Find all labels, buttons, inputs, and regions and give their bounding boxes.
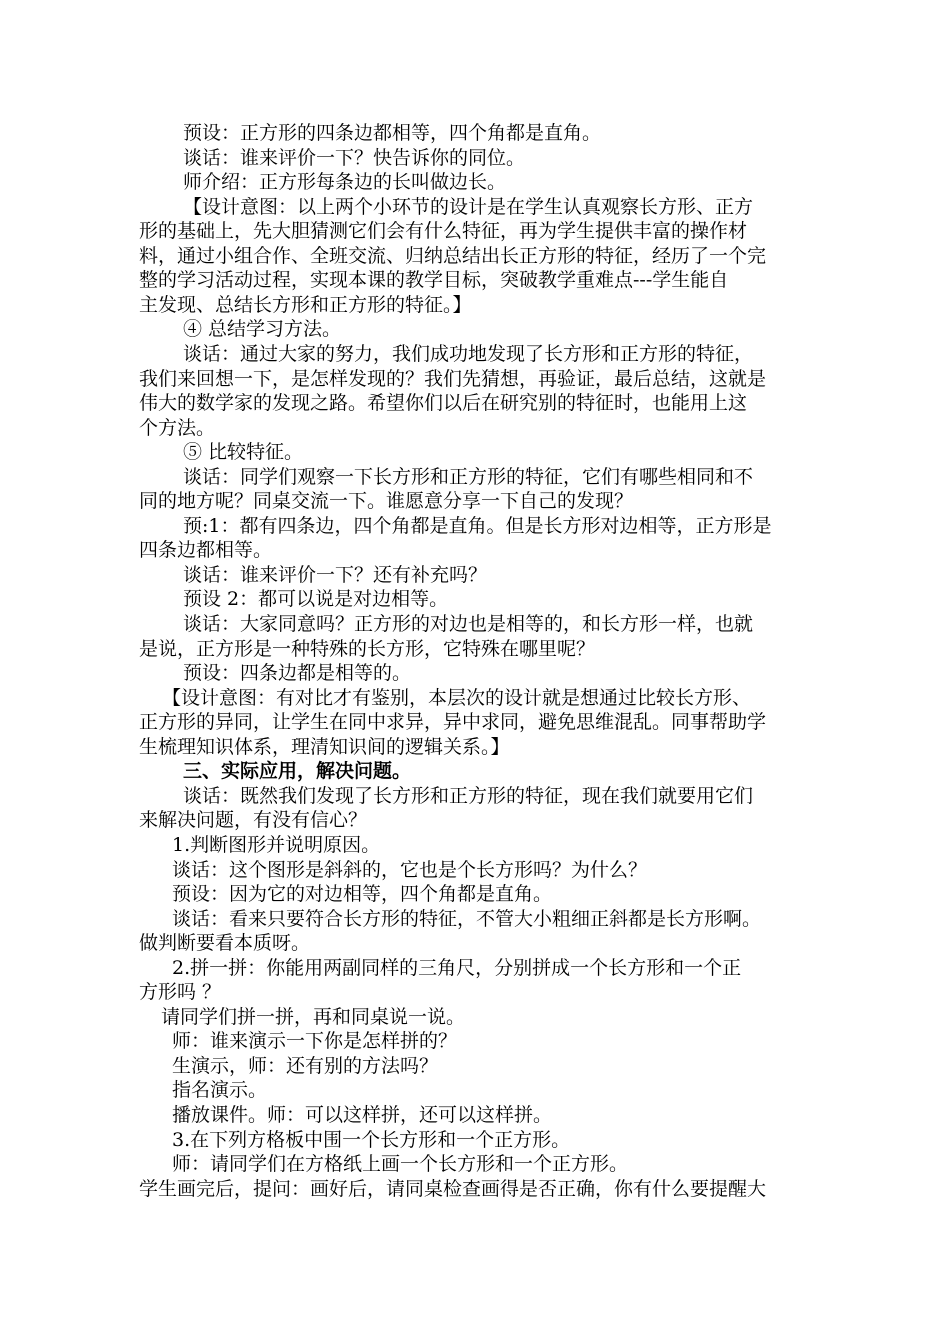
text-line: 预设 2：都可以说是对边相等。 xyxy=(183,588,449,611)
text-line: 2.拼一拼：你能用两副同样的三角尺，分别拼成一个长方形和一个正 xyxy=(172,956,742,979)
text-line: 个方法。 xyxy=(139,416,216,439)
text-line: 主发现、总结长方形和正方形的特征。】 xyxy=(139,293,472,316)
text-line: 谈话：看来只要符合长方形的特征，不管大小粗细正斜都是长方形啊。 xyxy=(172,907,762,930)
text-line: 是说，正方形是一种特殊的长方形，它特殊在哪里呢？ xyxy=(139,637,596,660)
text-line: 来解决问题，有没有信心？ xyxy=(139,809,368,832)
text-line: 生梳理知识体系，理清知识间的逻辑关系。】 xyxy=(139,735,510,758)
text-line: 同的地方呢？同桌交流一下。谁愿意分享一下自己的发现？ xyxy=(139,490,634,513)
text-line: 谈话：同学们观察一下长方形和正方形的特征，它们有哪些相同和不 xyxy=(183,465,754,488)
text-line: 预设：因为它的对边相等，四个角都是直角。 xyxy=(172,883,553,906)
text-line: 1.判断图形并说明原因。 xyxy=(172,833,381,856)
text-line: 预设：正方形的四条边都相等，四个角都是直角。 xyxy=(183,122,602,144)
text-line: 【设计意图：以上两个小环节的设计是在学生认真观察长方形、正方 xyxy=(183,195,754,218)
text-line: 做判断要看本质呀。 xyxy=(139,932,311,955)
text-line: 师：谁来演示一下你是怎样拼的？ xyxy=(172,1030,458,1053)
text-line: 整的学习活动过程，实现本课的教学目标，突破教学重难点---学生能自 xyxy=(139,269,729,292)
section-heading: 三、实际应用，解决问题。 xyxy=(183,760,412,783)
text-line: 师：请同学们在方格纸上画一个长方形和一个正方形。 xyxy=(172,1153,629,1176)
text-line: 播放课件。师：可以这样拼，还可以这样拼。 xyxy=(172,1104,553,1126)
text-line: 指名演示。 xyxy=(172,1079,268,1102)
text-line: 预:1：都有四条边，四个角都是直角。但是长方形对边相等，正方形是 xyxy=(183,514,772,537)
text-line: 我们来回想一下，是怎样发现的？我们先猜想，再验证，最后总结，这就是 xyxy=(139,367,767,390)
text-line: 请同学们拼一拼，再和同桌说一说。 xyxy=(161,1005,466,1028)
text-line: 学生画完后，提问：画好后，请同桌检查画得是否正确，你有什么要提醒大 xyxy=(139,1177,767,1200)
text-line: 【设计意图：有对比才有鉴别，本层次的设计就是想通过比较长方形、 xyxy=(162,686,752,709)
text-line: 谈话：大家同意吗？正方形的对边也是相等的，和长方形一样，也就 xyxy=(183,613,754,635)
text-line: 谈话：通过大家的努力，我们成功地发现了长方形和正方形的特征， xyxy=(183,342,754,365)
text-line: ⑤ 比较特征。 xyxy=(183,441,304,464)
text-line: 谈话：既然我们发现了长方形和正方形的特征，现在我们就要用它们 xyxy=(183,784,754,807)
text-line: 谈话：谁来评价一下？还有补充吗？ xyxy=(183,563,488,586)
text-line: 谈话：这个图形是斜斜的，它也是个长方形吗？为什么？ xyxy=(172,858,648,881)
text-line: 预设：四条边都是相等的。 xyxy=(183,662,412,685)
text-line: 3.在下列方格板中围一个长方形和一个正方形。 xyxy=(172,1128,571,1151)
text-line: 料，通过小组合作、全班交流、归纳总结出长正方形的特征，经历了一个完 xyxy=(139,244,767,267)
text-line: ④ 总结学习方法。 xyxy=(183,318,342,341)
text-line: 四条边都相等。 xyxy=(139,539,273,562)
text-line: 师介绍：正方形每条边的长叫做边长。 xyxy=(183,171,507,194)
text-line: 谈话：谁来评价一下？快告诉你的同位。 xyxy=(183,146,526,169)
text-line: 正方形的异同，让学生在同中求异，异中求同，避免思维混乱。同事帮助学 xyxy=(139,711,767,734)
text-line: 伟大的数学家的发现之路。希望你们以后在研究别的特征时，也能用上这 xyxy=(139,392,748,415)
text-line: 形的基础上，先大胆猜测它们会有什么特征，再为学生提供丰富的操作材 xyxy=(139,220,748,243)
text-line: 方形吗 ？ xyxy=(139,981,222,1004)
text-line: 生演示，师：还有别的方法吗？ xyxy=(172,1054,439,1077)
